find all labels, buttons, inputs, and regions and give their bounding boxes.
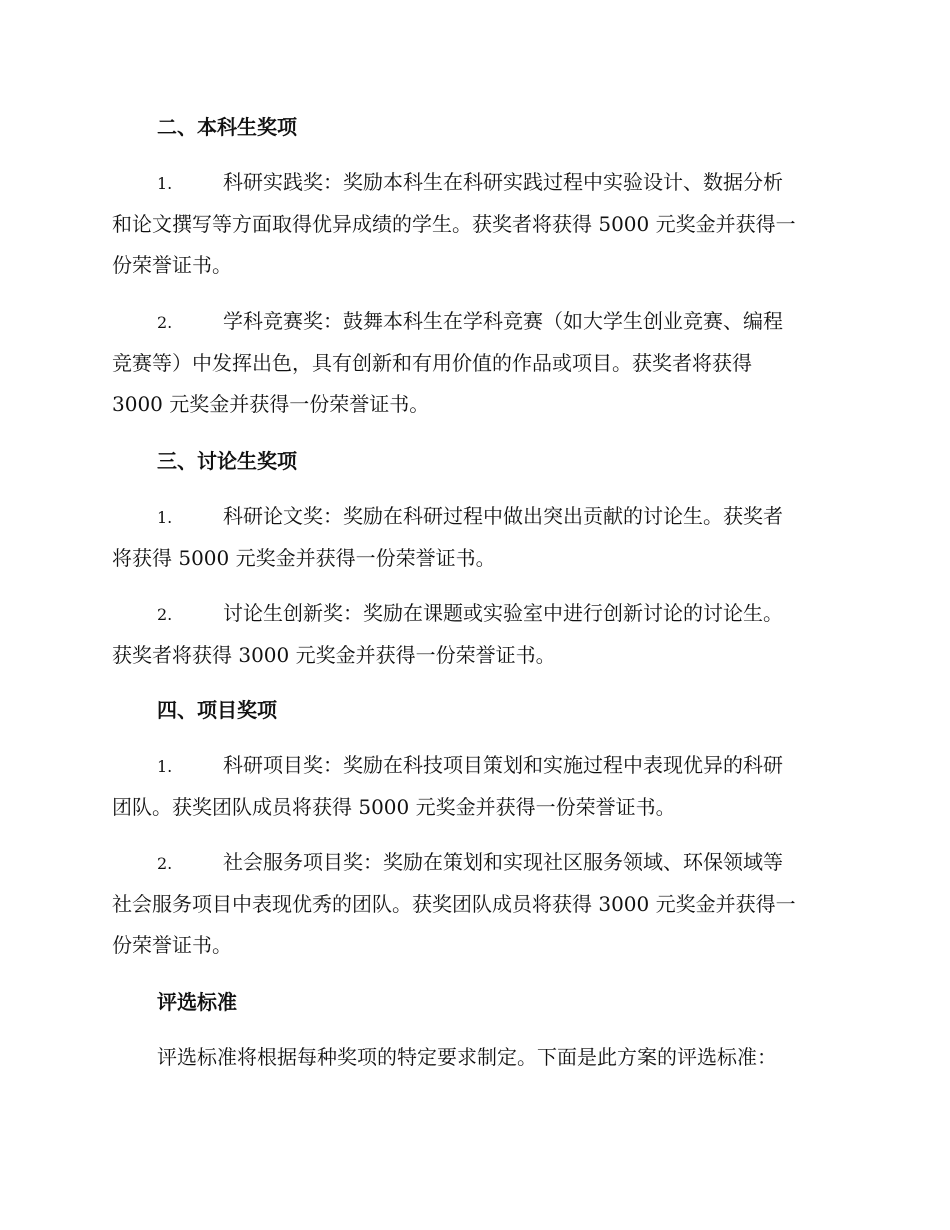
list-item-number: 2. xyxy=(157,313,173,332)
list-item-number: 1. xyxy=(157,757,173,776)
list-item-first-line xyxy=(112,496,837,538)
list-item-text: 科研实践奖：奖励本科生在科研实践过程中实验设计、数据分析 xyxy=(223,170,783,194)
list-item-first-line xyxy=(112,301,837,343)
section-heading-undergraduate: 二、本科生奖项 xyxy=(157,115,297,139)
list-item-text: 3000 元奖金并获得一份荣誉证书。 xyxy=(112,392,430,416)
list-item-text: 和论文撰写等方面取得优异成绩的学生。获奖者将获得 5000 元奖金并获得一 xyxy=(112,212,796,236)
list-item-first-line xyxy=(112,593,837,635)
list-item-first-line xyxy=(112,745,837,787)
list-item xyxy=(112,593,837,676)
criteria-heading: 评选标准 xyxy=(157,990,237,1014)
list-item-text: 团队。获奖团队成员将获得 5000 元奖金并获得一份荣誉证书。 xyxy=(112,795,676,819)
list-item-number: 2. xyxy=(157,854,173,873)
list-item-text: 科研论文奖：奖励在科研过程中做出突出贡献的讨论生。获奖者 xyxy=(223,504,783,528)
list-item-text: 将获得 5000 元奖金并获得一份荣誉证书。 xyxy=(112,546,496,570)
list-item-number: 1. xyxy=(157,174,173,193)
list-item-text: 竞赛等）中发挥出色，具有创新和有用价值的作品或项目。获奖者将获得 xyxy=(112,351,752,375)
list-item xyxy=(112,842,837,966)
section-heading-projects: 四、项目奖项 xyxy=(157,698,277,722)
list-item-first-line xyxy=(112,162,837,204)
list-item-text: 份荣誉证书。 xyxy=(112,933,232,957)
list-item-number: 2. xyxy=(157,605,173,624)
list-item-text: 份荣誉证书。 xyxy=(112,253,232,277)
list-item-text: 学科竞赛奖：鼓舞本科生在学科竞赛（如大学生创业竞赛、编程 xyxy=(223,309,783,333)
list-item-first-line xyxy=(112,842,837,884)
criteria-paragraph: 评选标准将根据每种奖项的特定要求制定。下面是此方案的评选标准： xyxy=(157,1045,777,1069)
list-item xyxy=(112,162,837,286)
list-item xyxy=(112,496,837,579)
list-item xyxy=(112,301,837,425)
list-item-text: 讨论生创新奖：奖励在课题或实验室中进行创新讨论的讨论生。 xyxy=(223,601,783,625)
list-item-text: 社会服务项目中表现优秀的团队。获奖团队成员将获得 3000 元奖金并获得一 xyxy=(112,892,796,916)
list-item-text: 获奖者将获得 3000 元奖金并获得一份荣誉证书。 xyxy=(112,643,556,667)
list-item xyxy=(112,745,837,828)
section-heading-graduate: 三、讨论生奖项 xyxy=(157,449,297,473)
list-item-text: 科研项目奖：奖励在科技项目策划和实施过程中表现优异的科研 xyxy=(223,753,783,777)
list-item-number: 1. xyxy=(157,508,173,527)
list-item-text: 社会服务项目奖：奖励在策划和实现社区服务领域、环保领域等 xyxy=(223,850,783,874)
